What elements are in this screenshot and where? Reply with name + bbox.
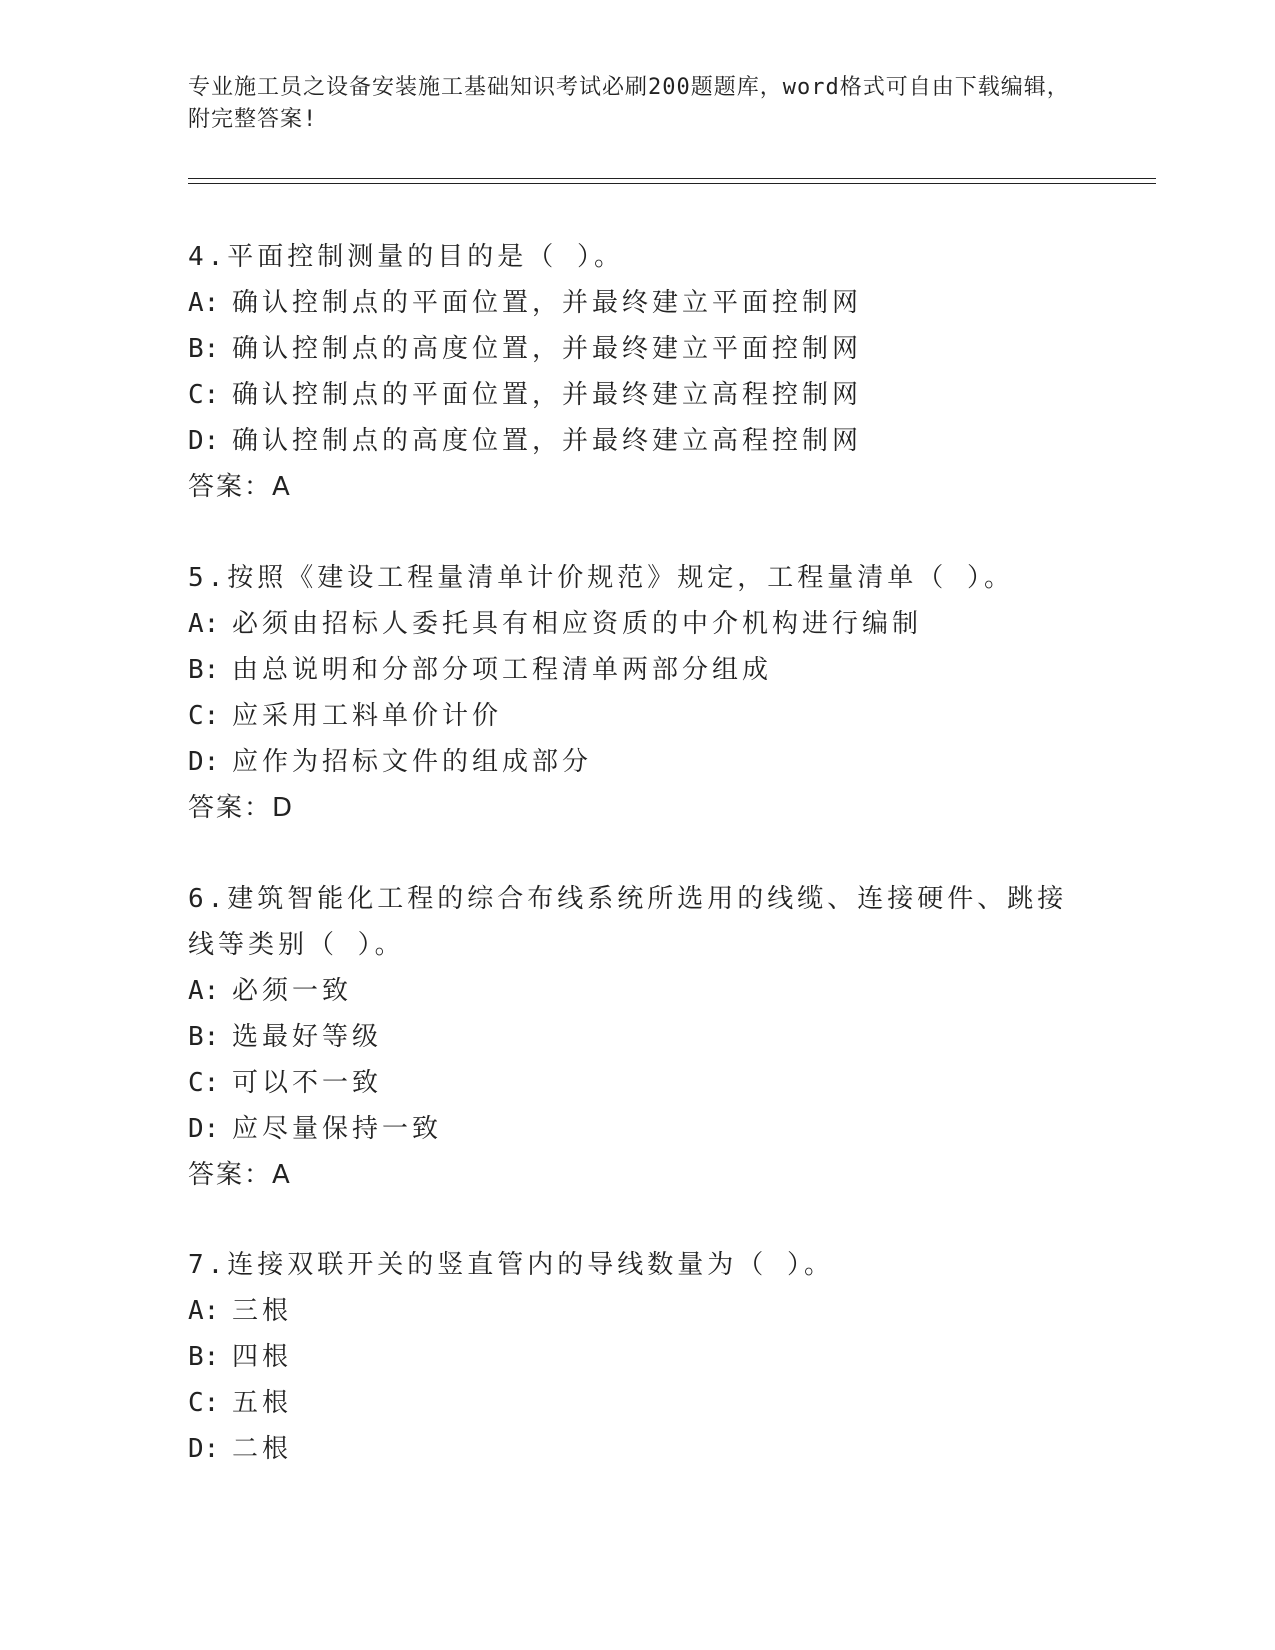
option-text: 五根	[232, 1388, 293, 1418]
option-letter: A:	[188, 609, 220, 639]
option-a	[188, 601, 1088, 647]
answer-line: 答案：D	[188, 793, 295, 823]
option-letter: B:	[188, 655, 220, 685]
option-letter: D:	[188, 1114, 220, 1144]
option-b	[188, 647, 1088, 693]
option-a	[188, 1288, 1088, 1334]
option-c	[188, 1060, 1088, 1106]
option-d	[188, 739, 1088, 785]
option-b	[188, 326, 1088, 372]
option-text: 确认控制点的平面位置，并最终建立高程控制网	[232, 380, 863, 410]
option-text: 可以不一致	[232, 1068, 383, 1098]
option-letter: C:	[188, 701, 220, 731]
option-text: 应采用工料单价计价	[232, 701, 503, 731]
question-7	[188, 1242, 1088, 1472]
question-4	[188, 234, 1088, 510]
option-letter: B:	[188, 1022, 220, 1052]
header-divider-bottom	[188, 183, 1156, 184]
option-text: 确认控制点的高度位置，并最终建立高程控制网	[232, 426, 863, 456]
option-letter: B:	[188, 334, 220, 364]
option-b	[188, 1014, 1088, 1060]
option-text: 选最好等级	[232, 1022, 383, 1052]
option-c	[188, 1380, 1088, 1426]
option-b	[188, 1334, 1088, 1380]
answer-line: 答案：A	[188, 1160, 292, 1190]
option-text: 由总说明和分部分项工程清单两部分组成	[232, 655, 773, 685]
option-a	[188, 968, 1088, 1014]
option-letter: B:	[188, 1342, 220, 1372]
option-text: 三根	[232, 1296, 293, 1326]
option-letter: A:	[188, 288, 220, 318]
option-text: 必须一致	[232, 976, 353, 1006]
option-letter: C:	[188, 1068, 220, 1098]
option-text: 确认控制点的平面位置，并最终建立平面控制网	[232, 288, 863, 318]
option-text: 应尽量保持一致	[232, 1114, 443, 1144]
option-letter: C:	[188, 380, 220, 410]
option-text: 必须由招标人委托具有相应资质的中介机构进行编制	[232, 609, 923, 639]
option-letter: D:	[188, 426, 220, 456]
question-stem: 4.平面控制测量的目的是（ ）。	[188, 242, 624, 272]
question-stem: 6.建筑智能化工程的综合布线系统所选用的线缆、连接硬件、跳接线等类别（ ）。	[188, 884, 1068, 960]
option-d	[188, 1106, 1088, 1152]
document-title: 专业施工员之设备安装施工基础知识考试必刷200题题库，word格式可自由下载编辑，附完整答案!	[188, 75, 1070, 132]
option-d	[188, 1426, 1088, 1472]
option-text: 确认控制点的高度位置，并最终建立平面控制网	[232, 334, 863, 364]
question-stem: 5.按照《建设工程量清单计价规范》规定，工程量清单（ ）。	[188, 563, 1014, 593]
option-letter: D:	[188, 1434, 220, 1464]
answer-line: 答案：A	[188, 472, 292, 502]
option-c	[188, 693, 1088, 739]
option-text: 应作为招标文件的组成部分	[232, 747, 593, 777]
option-letter: A:	[188, 976, 220, 1006]
option-letter: A:	[188, 1296, 220, 1326]
option-a	[188, 280, 1088, 326]
option-text: 二根	[232, 1434, 293, 1464]
question-stem: 7.连接双联开关的竖直管内的导线数量为（ ）。	[188, 1250, 834, 1280]
question-5	[188, 555, 1088, 831]
option-c	[188, 372, 1088, 418]
option-letter: C:	[188, 1388, 220, 1418]
option-letter: D:	[188, 747, 220, 777]
option-d	[188, 418, 1088, 464]
option-text: 四根	[232, 1342, 293, 1372]
header-divider-top	[188, 178, 1156, 179]
question-6	[188, 876, 1088, 1198]
